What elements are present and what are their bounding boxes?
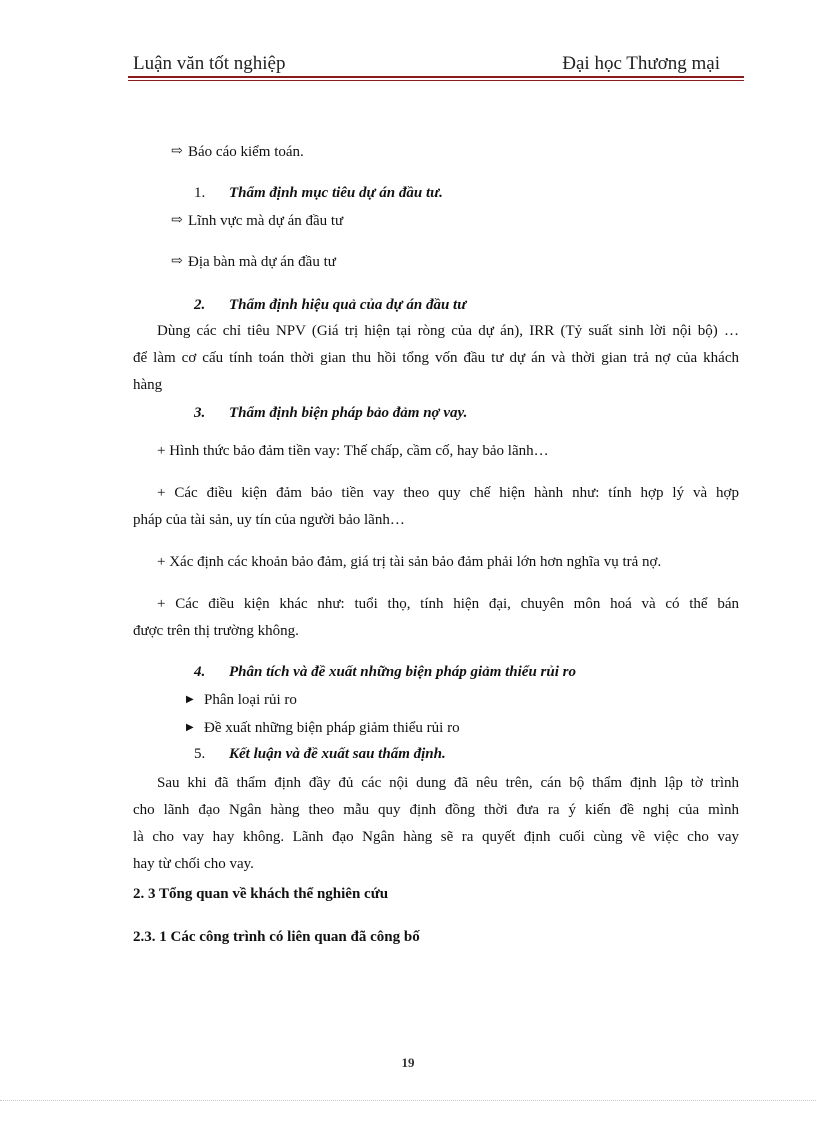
section-title: Kết luận và đề xuất sau thẩm định. <box>229 746 446 762</box>
paragraph-line: để làm cơ cấu tính toán thời gian thu hồi tổng vốn đầu tư dự án và thời gian trả nợ của khách <box>133 350 739 366</box>
arrow-icon: ⇨ <box>171 213 183 228</box>
section-title: Thẩm định hiệu quả của dự án đầu tư <box>229 297 467 313</box>
list-item: Lĩnh vực mà dự án đầu tư <box>188 213 344 229</box>
section-title: Thẩm định mục tiêu dự án đầu tư. <box>229 185 443 201</box>
header-left: Luận văn tốt nghiệp <box>133 53 286 74</box>
triangle-bullet-icon: ▶ <box>186 722 194 733</box>
arrow-icon: ⇨ <box>171 144 183 159</box>
list-item: Đề xuất những biện pháp giảm thiểu rủi ro <box>204 720 460 736</box>
paragraph-line: + Các điều kiện khác như: tuổi thọ, tính hiện đại, chuyên môn hoá và có thể bán <box>157 596 739 612</box>
section-title: Phân tích và đề xuất những biện pháp giảm thiểu rủi ro <box>229 664 576 680</box>
paragraph-line: cho lãnh đạo Ngân hàng theo mẫu quy định đồng thời đưa ra ý kiến đề nghị của mình <box>133 802 739 818</box>
header-right: Đại học Thương mại <box>562 53 720 74</box>
paragraph-line: hàng <box>133 377 163 393</box>
paragraph-line: hay từ chối cho vay. <box>133 856 254 872</box>
section-title: Thẩm định biện pháp bảo đảm nợ vay. <box>229 405 468 421</box>
list-item: Báo cáo kiểm toán. <box>188 144 304 160</box>
paragraph-line: Sau khi đã thẩm định đầy đủ các nội dung đã nêu trên, cán bộ thẩm định lập tờ trình <box>157 775 739 791</box>
page-number: 19 <box>401 1055 415 1070</box>
section-number: 4. <box>194 664 206 680</box>
section-number: 1. <box>194 185 206 201</box>
footer-rule <box>0 1100 816 1101</box>
paragraph <box>133 438 739 465</box>
triangle-bullet-icon: ▶ <box>186 694 194 705</box>
arrow-icon: ⇨ <box>171 254 183 269</box>
paragraph <box>133 318 739 399</box>
section-number: 5. <box>194 746 206 762</box>
paragraph-line: Dùng các chỉ tiêu NPV (Giá trị hiện tại ròng của dự án), IRR (Tỷ suất sinh lời nội bộ) … <box>157 323 739 339</box>
heading-2-3-1: 2.3. 1 Các công trình có liên quan đã công bố <box>133 929 420 945</box>
paragraph <box>133 591 739 645</box>
list-item: Địa bàn mà dự án đầu tư <box>188 254 336 270</box>
header-rule <box>128 76 744 78</box>
paragraph-line: pháp của tài sản, uy tín của người bảo lãnh… <box>133 512 405 528</box>
section-number: 3. <box>194 405 206 421</box>
header-rule-thin <box>128 80 744 81</box>
paragraph <box>133 770 739 878</box>
paragraph-line: + Hình thức bảo đảm tiền vay: Thế chấp, cầm cố, hay bảo lãnh… <box>157 443 549 459</box>
paragraph-line: là cho vay hay không. Lãnh đạo Ngân hàng sẽ ra quyết định cuối cùng về việc cho vay <box>133 829 739 845</box>
heading-2-3: 2. 3 Tổng quan về khách thể nghiên cứu <box>133 886 389 902</box>
paragraph-line: + Xác định các khoản bảo đảm, giá trị tài sản bảo đảm phải lớn hơn nghĩa vụ trả nợ. <box>157 554 662 570</box>
list-item: Phân loại rủi ro <box>204 692 297 708</box>
paragraph-line: + Các điều kiện đảm bảo tiền vay theo quy chế hiện hành như: tính hợp lý và hợp <box>157 485 739 501</box>
section-number: 2. <box>194 297 206 313</box>
paragraph <box>133 549 739 576</box>
paragraph <box>133 480 739 534</box>
paragraph-line: được trên thị trường không. <box>133 623 299 639</box>
